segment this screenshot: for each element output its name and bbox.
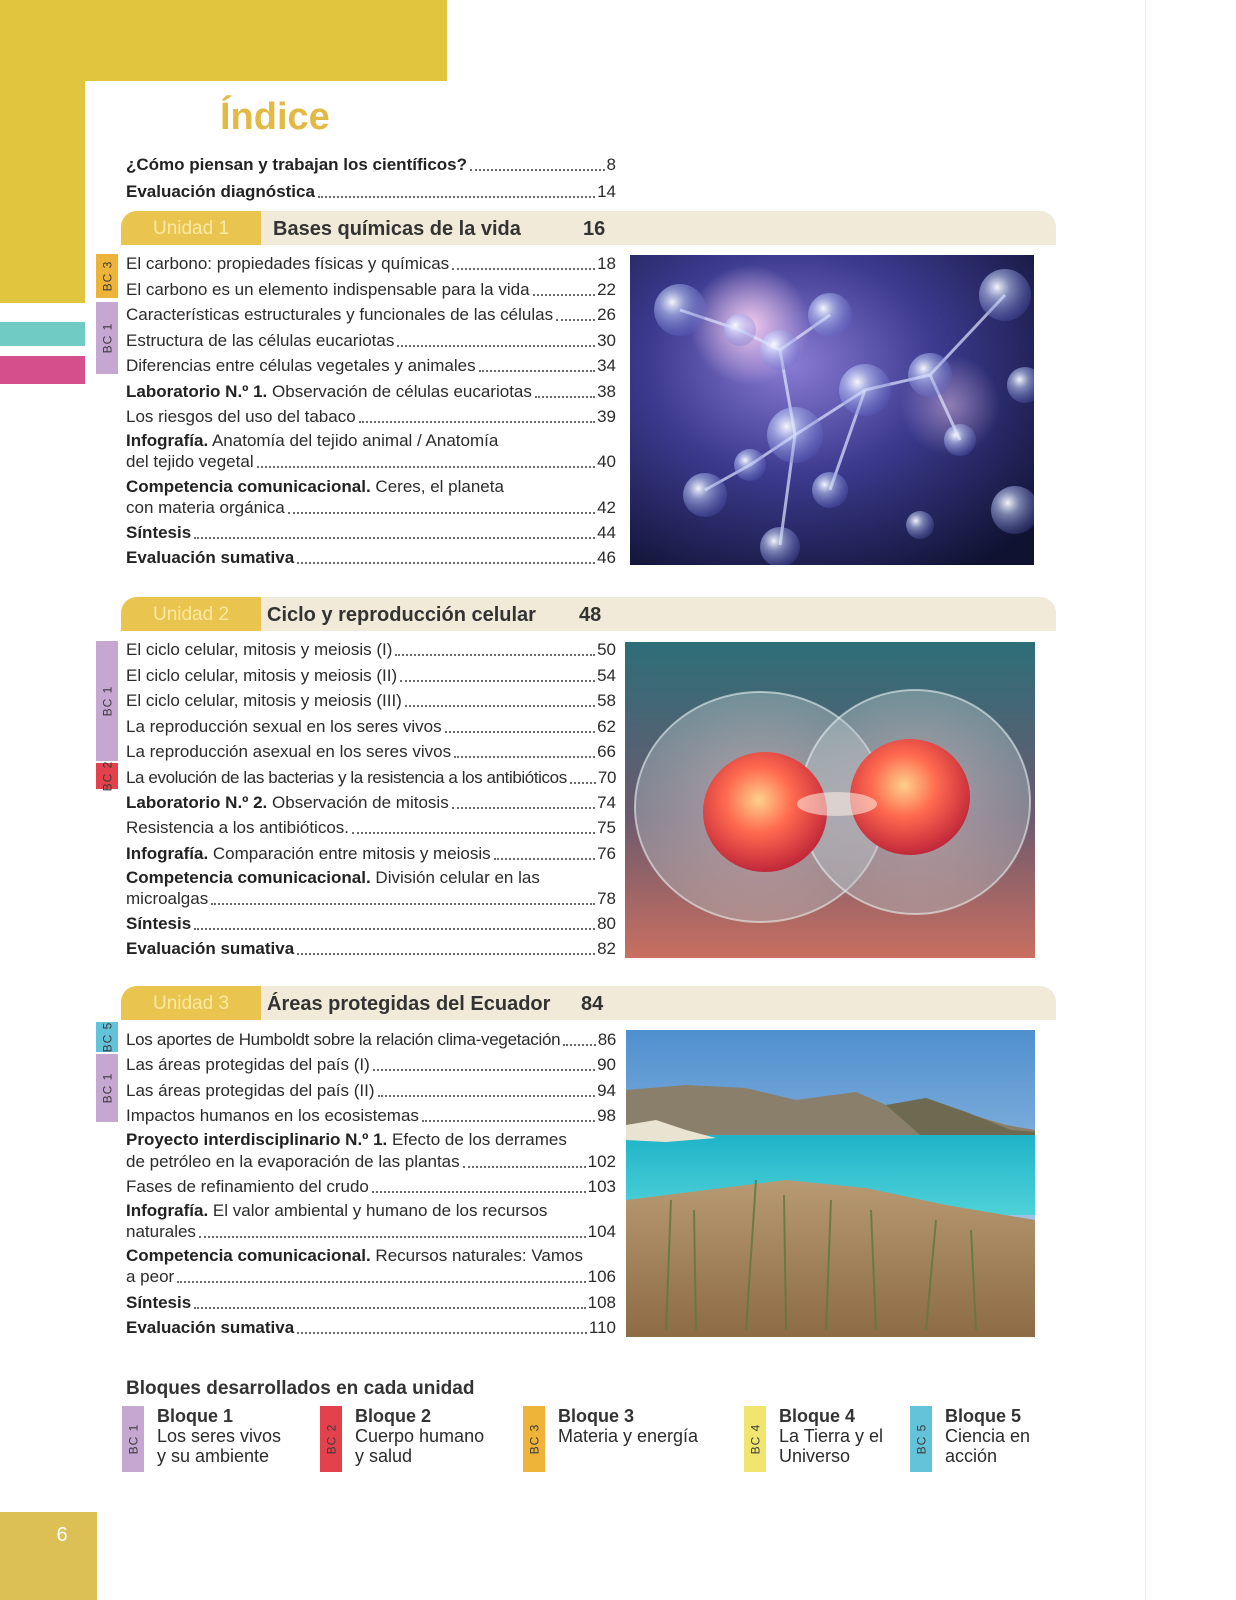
protected-area-image bbox=[626, 1030, 1035, 1337]
unit-3-header[interactable] bbox=[121, 986, 1056, 1020]
toc-entry[interactable]: con materia orgánica 42 bbox=[126, 498, 616, 517]
toc-entry-first-line: Infografía. Anatomía del tejido animal / Anatomía bbox=[126, 431, 499, 450]
dot-leader bbox=[470, 169, 605, 171]
teal-accent-bar bbox=[0, 322, 85, 346]
block-tab-bc1: BC 1 bbox=[96, 641, 118, 761]
toc-entry-label: Evaluación diagnóstica bbox=[126, 182, 315, 201]
toc-entry[interactable]: Estructura de las células eucariotas 30 bbox=[126, 331, 616, 350]
toc-entry-label: ¿Cómo piensan y trabajan los científicos? bbox=[126, 155, 468, 174]
toc-entry-first-line: Competencia comunicacional. Ceres, el planeta bbox=[126, 477, 504, 496]
toc-entry[interactable]: Evaluación sumativa 110 bbox=[126, 1318, 616, 1337]
block-tab-bc2: BC 2 bbox=[320, 1406, 342, 1472]
header-color-block bbox=[0, 0, 447, 81]
toc-entry-first-line: Competencia comunicacional. Recursos naturales: Vamos bbox=[126, 1246, 583, 1265]
toc-entry-first-line: Competencia comunicacional. División celular en las bbox=[126, 868, 540, 887]
toc-entry[interactable]: Síntesis 44 bbox=[126, 523, 616, 542]
dot-leader bbox=[318, 196, 595, 198]
unit-title: Bases químicas de la vida bbox=[273, 218, 521, 240]
block-tab-bc1: BC 1 bbox=[96, 1054, 118, 1122]
page-title: Índice bbox=[220, 96, 330, 138]
toc-entry[interactable]: La reproducción sexual en los seres vivos 62 bbox=[126, 717, 616, 736]
toc-entry[interactable] bbox=[126, 152, 616, 177]
toc-entry[interactable]: La evolución de las bacterias y la resistencia a los antibióticos 70 bbox=[126, 768, 616, 787]
block-tab-bc5: BC 5 bbox=[910, 1406, 932, 1472]
toc-entry[interactable] bbox=[126, 179, 616, 204]
toc-entry-page: 8 bbox=[606, 155, 616, 174]
unit-title: Áreas protegidas del Ecuador bbox=[267, 993, 551, 1015]
toc-entry[interactable]: Evaluación sumativa 82 bbox=[126, 939, 616, 958]
toc-entry[interactable]: El carbono: propiedades físicas y químicas 18 bbox=[126, 254, 616, 273]
block-tab-bc5: BC 5 bbox=[96, 1022, 118, 1052]
toc-entry[interactable]: a peor 106 bbox=[126, 1267, 616, 1286]
toc-entry[interactable]: El ciclo celular, mitosis y meiosis (I) 50 bbox=[126, 640, 616, 659]
toc-entry[interactable]: Síntesis 80 bbox=[126, 914, 616, 933]
unit-2-header[interactable] bbox=[121, 597, 1056, 631]
toc-entry-first-line: Proyecto interdisciplinario N.º 1. Efecto de los derrames bbox=[126, 1130, 567, 1149]
toc-entry[interactable]: de petróleo en la evaporación de las plantas 102 bbox=[126, 1152, 616, 1171]
toc-entry-first-line: Infografía. El valor ambiental y humano de los recursos bbox=[126, 1201, 548, 1220]
toc-entry[interactable]: Las áreas protegidas del país (II) 94 bbox=[126, 1081, 616, 1100]
unit-1-header[interactable] bbox=[121, 211, 1056, 245]
left-color-strip bbox=[0, 81, 85, 303]
page-edge bbox=[1145, 0, 1146, 1600]
block-tab-bc2: BC 2 bbox=[96, 763, 118, 789]
toc-entry[interactable]: El ciclo celular, mitosis y meiosis (II) 54 bbox=[126, 666, 616, 685]
unit-page: 48 bbox=[579, 604, 602, 626]
cell-division-image bbox=[625, 642, 1035, 958]
legend-block-1: BC 1 Bloque 1 Los seres vivos y su ambiente bbox=[122, 1406, 312, 1472]
unit-page: 16 bbox=[583, 218, 606, 240]
page-number: 6 bbox=[56, 1524, 68, 1546]
unit-title: Ciclo y reproducción celular bbox=[267, 604, 536, 626]
block-tab-bc1: BC 1 bbox=[122, 1406, 144, 1472]
block-tab-bc3: BC 3 bbox=[523, 1406, 545, 1472]
toc-entry[interactable]: Laboratorio N.º 2. Observación de mitosis 74 bbox=[126, 793, 616, 812]
unit-page: 84 bbox=[581, 993, 604, 1015]
toc-entry[interactable]: Evaluación sumativa 46 bbox=[126, 548, 616, 567]
toc-entry[interactable]: Laboratorio N.º 1. Observación de células eucariotas 38 bbox=[126, 382, 616, 401]
legend-block-3: BC 3 Bloque 3 Materia y energía bbox=[523, 1406, 723, 1472]
legend-block-2: BC 2 Bloque 2 Cuerpo humano y salud bbox=[320, 1406, 510, 1472]
block-tab-bc4: BC 4 bbox=[744, 1406, 766, 1472]
unit-tag: Unidad 2 bbox=[121, 597, 261, 631]
toc-entry[interactable]: Las áreas protegidas del país (I) 90 bbox=[126, 1055, 616, 1074]
block-tab-bc3: BC 3 bbox=[96, 254, 118, 298]
toc-entry[interactable]: Los riesgos del uso del tabaco 39 bbox=[126, 407, 616, 426]
legend-block-5: BC 5 Bloque 5 Ciencia en acción bbox=[910, 1406, 1050, 1472]
toc-entry[interactable]: Fases de refinamiento del crudo 103 bbox=[126, 1177, 616, 1196]
toc-entry[interactable]: El carbono es un elemento indispensable para la vida 22 bbox=[126, 280, 616, 299]
toc-entry[interactable]: Infografía. Comparación entre mitosis y meiosis 76 bbox=[126, 844, 616, 863]
legend-title: Bloques desarrollados en cada unidad bbox=[126, 1378, 475, 1399]
toc-entry[interactable]: Los aportes de Humboldt sobre la relación clima-vegetación 86 bbox=[126, 1030, 616, 1049]
toc-entry-page: 14 bbox=[597, 182, 616, 201]
toc-entry[interactable]: naturales 104 bbox=[126, 1222, 616, 1241]
block-tab-bc1: BC 1 bbox=[96, 302, 118, 374]
molecule-image bbox=[630, 255, 1034, 565]
toc-entry[interactable]: Características estructurales y funcionales de las células 26 bbox=[126, 305, 616, 324]
toc-entry[interactable]: Síntesis 108 bbox=[126, 1293, 616, 1312]
toc-entry[interactable]: microalgas 78 bbox=[126, 889, 616, 908]
unit-tag: Unidad 3 bbox=[121, 986, 261, 1020]
unit-tag: Unidad 1 bbox=[121, 211, 261, 245]
toc-entry[interactable]: La reproducción asexual en los seres vivos 66 bbox=[126, 742, 616, 761]
toc-entry[interactable]: Impactos humanos en los ecosistemas 98 bbox=[126, 1106, 616, 1125]
toc-entry[interactable]: Resistencia a los antibióticos. 75 bbox=[126, 818, 616, 837]
toc-entry[interactable]: El ciclo celular, mitosis y meiosis (III) 58 bbox=[126, 691, 616, 710]
toc-entry[interactable]: del tejido vegetal 40 bbox=[126, 452, 616, 471]
pink-accent-bar bbox=[0, 356, 85, 384]
legend-block-4: BC 4 Bloque 4 La Tierra y el Universo bbox=[744, 1406, 894, 1472]
toc-entry[interactable]: Diferencias entre células vegetales y animales 34 bbox=[126, 356, 616, 375]
